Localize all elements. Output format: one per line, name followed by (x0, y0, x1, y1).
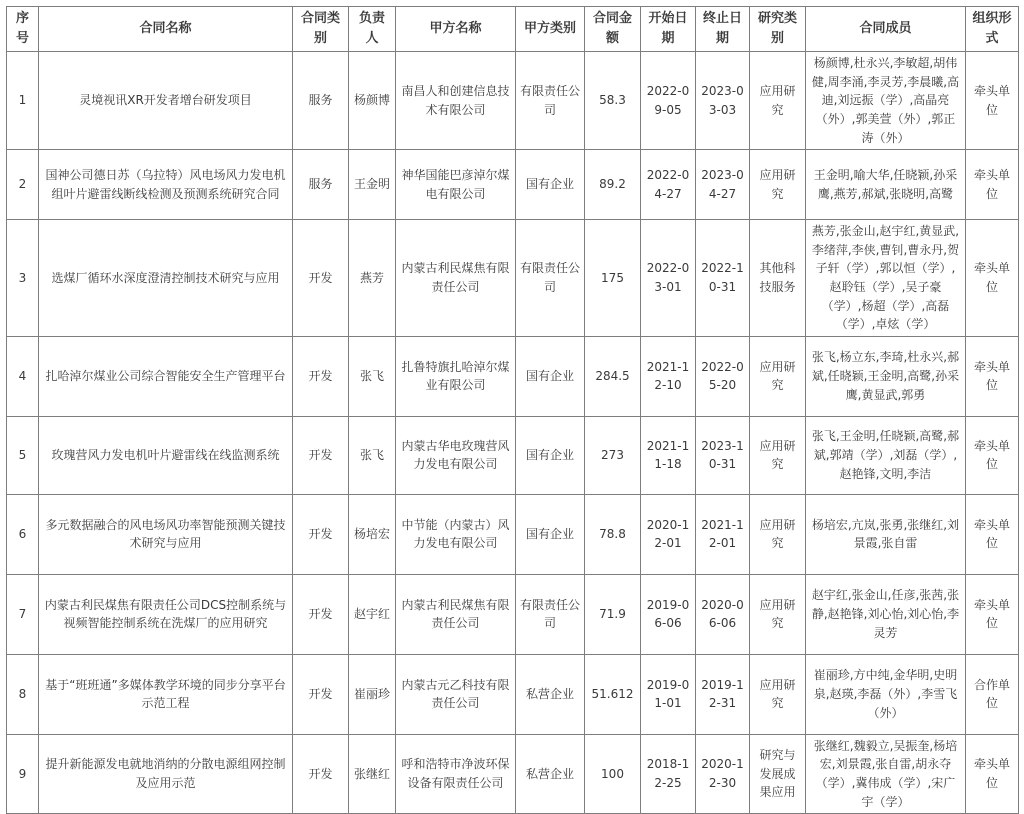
table-row (7, 336, 1019, 416)
cell-type: 开发 (293, 494, 349, 574)
cell-party_a: 内蒙古华电玫瑰营风力发电有限公司 (396, 416, 516, 494)
cell-leader: 崔丽珍 (349, 654, 396, 734)
cell-start_date: 2021-11-18 (641, 416, 696, 494)
cell-start_date: 2018-12-25 (641, 734, 696, 813)
cell-type: 开发 (293, 654, 349, 734)
cell-members: 杨培宏,亢岚,张勇,张继红,刘景霞,张自雷 (806, 494, 966, 574)
cell-end_date: 2019-12-31 (696, 654, 750, 734)
table-row (7, 220, 1019, 337)
cell-research_type: 应用研究 (750, 494, 806, 574)
cell-members: 张飞,王金明,任晓颖,高鹭,郝斌,郭靖（学）,刘磊（学）,赵艳锋,文明,李洁 (806, 416, 966, 494)
cell-party_a_type: 有限责任公司 (516, 574, 585, 654)
cell-start_date: 2021-12-10 (641, 336, 696, 416)
column-header-seq: 序号 (7, 7, 39, 52)
cell-research_type: 应用研究 (750, 416, 806, 494)
cell-leader: 赵宇红 (349, 574, 396, 654)
cell-type: 开发 (293, 220, 349, 337)
header-row (7, 7, 1019, 52)
cell-leader: 张飞 (349, 336, 396, 416)
cell-seq: 8 (7, 654, 39, 734)
cell-leader: 张飞 (349, 416, 396, 494)
cell-start_date: 2022-03-01 (641, 220, 696, 337)
cell-amount: 175 (585, 220, 641, 337)
cell-party_a: 中节能（内蒙古）风力发电有限公司 (396, 494, 516, 574)
column-header-party_a: 甲方名称 (396, 7, 516, 52)
cell-name: 选煤厂循环水深度澄清控制技术研究与应用 (39, 220, 293, 337)
cell-members: 崔丽珍,方中纯,金华明,史明泉,赵瑛,李磊（外）,李雪飞（外） (806, 654, 966, 734)
cell-seq: 2 (7, 150, 39, 220)
cell-leader: 杨颜博 (349, 52, 396, 150)
cell-amount: 51.612 (585, 654, 641, 734)
cell-party_a: 扎鲁特旗扎哈淖尔煤业有限公司 (396, 336, 516, 416)
table-row (7, 654, 1019, 734)
cell-seq: 4 (7, 336, 39, 416)
table-row (7, 150, 1019, 220)
cell-leader: 张继红 (349, 734, 396, 813)
cell-leader: 王金明 (349, 150, 396, 220)
cell-amount: 58.3 (585, 52, 641, 150)
cell-amount: 71.9 (585, 574, 641, 654)
cell-members: 燕芳,张金山,赵宇红,黄显武,李绪萍,李侠,曹钊,曹永丹,贺子轩（学）,郭以恒（学）,赵聆钰（学）,吴子豪（学）,杨超（学）,高磊（学）,卓炫（学） (806, 220, 966, 337)
column-header-org_form: 组织形式 (966, 7, 1019, 52)
cell-members: 杨颜博,杜永兴,李敏超,胡伟健,周李涌,李灵芳,李晨曦,高迪,刘远振（学）,高晶亮（外）,郭美萱（外）,郭正涛（外） (806, 52, 966, 150)
cell-org_form: 合作单位 (966, 654, 1019, 734)
cell-amount: 100 (585, 734, 641, 813)
column-header-name: 合同名称 (39, 7, 293, 52)
cell-party_a_type: 国有企业 (516, 336, 585, 416)
cell-start_date: 2019-01-01 (641, 654, 696, 734)
cell-name: 玫瑰营风力发电机叶片避雷线在线监测系统 (39, 416, 293, 494)
cell-party_a_type: 私营企业 (516, 734, 585, 813)
cell-type: 服务 (293, 150, 349, 220)
cell-seq: 9 (7, 734, 39, 813)
cell-party_a: 呼和浩特市净波环保设备有限责任公司 (396, 734, 516, 813)
cell-members: 王金明,喻大华,任晓颖,孙采鹰,燕芳,郝斌,张晓明,高鹭 (806, 150, 966, 220)
cell-party_a_type: 国有企业 (516, 416, 585, 494)
cell-name: 基于“班班通”多媒体教学环境的同步分享平台示范工程 (39, 654, 293, 734)
cell-leader: 燕芳 (349, 220, 396, 337)
cell-org_form: 牵头单位 (966, 150, 1019, 220)
cell-amount: 273 (585, 416, 641, 494)
table-header (7, 7, 1019, 52)
column-header-amount: 合同金额 (585, 7, 641, 52)
table-row (7, 734, 1019, 813)
cell-seq: 6 (7, 494, 39, 574)
cell-end_date: 2021-12-01 (696, 494, 750, 574)
column-header-leader: 负责人 (349, 7, 396, 52)
cell-party_a_type: 国有企业 (516, 494, 585, 574)
cell-members: 张继红,魏毅立,吴振奎,杨培宏,刘景霞,张自雷,胡永夺（学）,冀伟成（学）,宋广宇（学） (806, 734, 966, 813)
column-header-start_date: 开始日期 (641, 7, 696, 52)
cell-end_date: 2022-05-20 (696, 336, 750, 416)
cell-members: 张飞,杨立东,李琦,杜永兴,郝斌,任晓颖,王金明,高鹭,孙采鹰,黄显武,郭勇 (806, 336, 966, 416)
cell-name: 国神公司德日苏（乌拉特）风电场风力发电机组叶片避雷线断线检测及预测系统研究合同 (39, 150, 293, 220)
table-row (7, 494, 1019, 574)
cell-party_a: 内蒙古利民煤焦有限责任公司 (396, 574, 516, 654)
cell-type: 开发 (293, 734, 349, 813)
cell-research_type: 研究与发展成果应用 (750, 734, 806, 813)
cell-party_a_type: 有限责任公司 (516, 220, 585, 337)
cell-type: 开发 (293, 416, 349, 494)
cell-amount: 284.5 (585, 336, 641, 416)
column-header-end_date: 终止日期 (696, 7, 750, 52)
cell-party_a_type: 私营企业 (516, 654, 585, 734)
cell-end_date: 2023-03-03 (696, 52, 750, 150)
cell-leader: 杨培宏 (349, 494, 396, 574)
column-header-research_type: 研究类别 (750, 7, 806, 52)
column-header-party_a_type: 甲方类别 (516, 7, 585, 52)
cell-name: 内蒙古利民煤焦有限责任公司DCS控制系统与视频智能控制系统在洗煤厂的应用研究 (39, 574, 293, 654)
cell-end_date: 2020-12-30 (696, 734, 750, 813)
cell-end_date: 2022-10-31 (696, 220, 750, 337)
cell-seq: 1 (7, 52, 39, 150)
cell-research_type: 应用研究 (750, 654, 806, 734)
cell-party_a: 南昌人和创建信息技术有限公司 (396, 52, 516, 150)
cell-end_date: 2020-06-06 (696, 574, 750, 654)
cell-name: 扎哈淖尔煤业公司综合智能安全生产管理平台 (39, 336, 293, 416)
table-row (7, 416, 1019, 494)
cell-seq: 5 (7, 416, 39, 494)
cell-party_a: 内蒙古利民煤焦有限责任公司 (396, 220, 516, 337)
cell-start_date: 2019-06-06 (641, 574, 696, 654)
cell-name: 灵境视讯XR开发者增台研发项目 (39, 52, 293, 150)
cell-research_type: 应用研究 (750, 574, 806, 654)
cell-party_a_type: 国有企业 (516, 150, 585, 220)
cell-org_form: 牵头单位 (966, 494, 1019, 574)
cell-start_date: 2022-04-27 (641, 150, 696, 220)
table-row (7, 574, 1019, 654)
cell-amount: 78.8 (585, 494, 641, 574)
cell-end_date: 2023-04-27 (696, 150, 750, 220)
cell-research_type: 应用研究 (750, 52, 806, 150)
contracts-table (6, 6, 1019, 814)
cell-amount: 89.2 (585, 150, 641, 220)
cell-type: 服务 (293, 52, 349, 150)
cell-org_form: 牵头单位 (966, 734, 1019, 813)
cell-org_form: 牵头单位 (966, 52, 1019, 150)
cell-seq: 7 (7, 574, 39, 654)
cell-party_a: 神华国能巴彦淖尔煤电有限公司 (396, 150, 516, 220)
cell-start_date: 2022-09-05 (641, 52, 696, 150)
cell-type: 开发 (293, 574, 349, 654)
cell-seq: 3 (7, 220, 39, 337)
cell-research_type: 应用研究 (750, 150, 806, 220)
cell-org_form: 牵头单位 (966, 336, 1019, 416)
cell-party_a_type: 有限责任公司 (516, 52, 585, 150)
column-header-type: 合同类别 (293, 7, 349, 52)
cell-research_type: 应用研究 (750, 336, 806, 416)
column-header-members: 合同成员 (806, 7, 966, 52)
cell-start_date: 2020-12-01 (641, 494, 696, 574)
cell-name: 多元数据融合的风电场风功率智能预测关键技术研究与应用 (39, 494, 293, 574)
cell-org_form: 牵头单位 (966, 574, 1019, 654)
table-body (7, 52, 1019, 814)
cell-type: 开发 (293, 336, 349, 416)
cell-research_type: 其他科技服务 (750, 220, 806, 337)
cell-party_a: 内蒙古元乙科技有限责任公司 (396, 654, 516, 734)
cell-org_form: 牵头单位 (966, 220, 1019, 337)
cell-end_date: 2023-10-31 (696, 416, 750, 494)
cell-members: 赵宇红,张金山,任彦,张茜,张静,赵艳锋,刘心怡,刘心怡,李灵芳 (806, 574, 966, 654)
cell-name: 提升新能源发电就地消纳的分散电源组网控制及应用示范 (39, 734, 293, 813)
cell-org_form: 牵头单位 (966, 416, 1019, 494)
table-row (7, 52, 1019, 150)
